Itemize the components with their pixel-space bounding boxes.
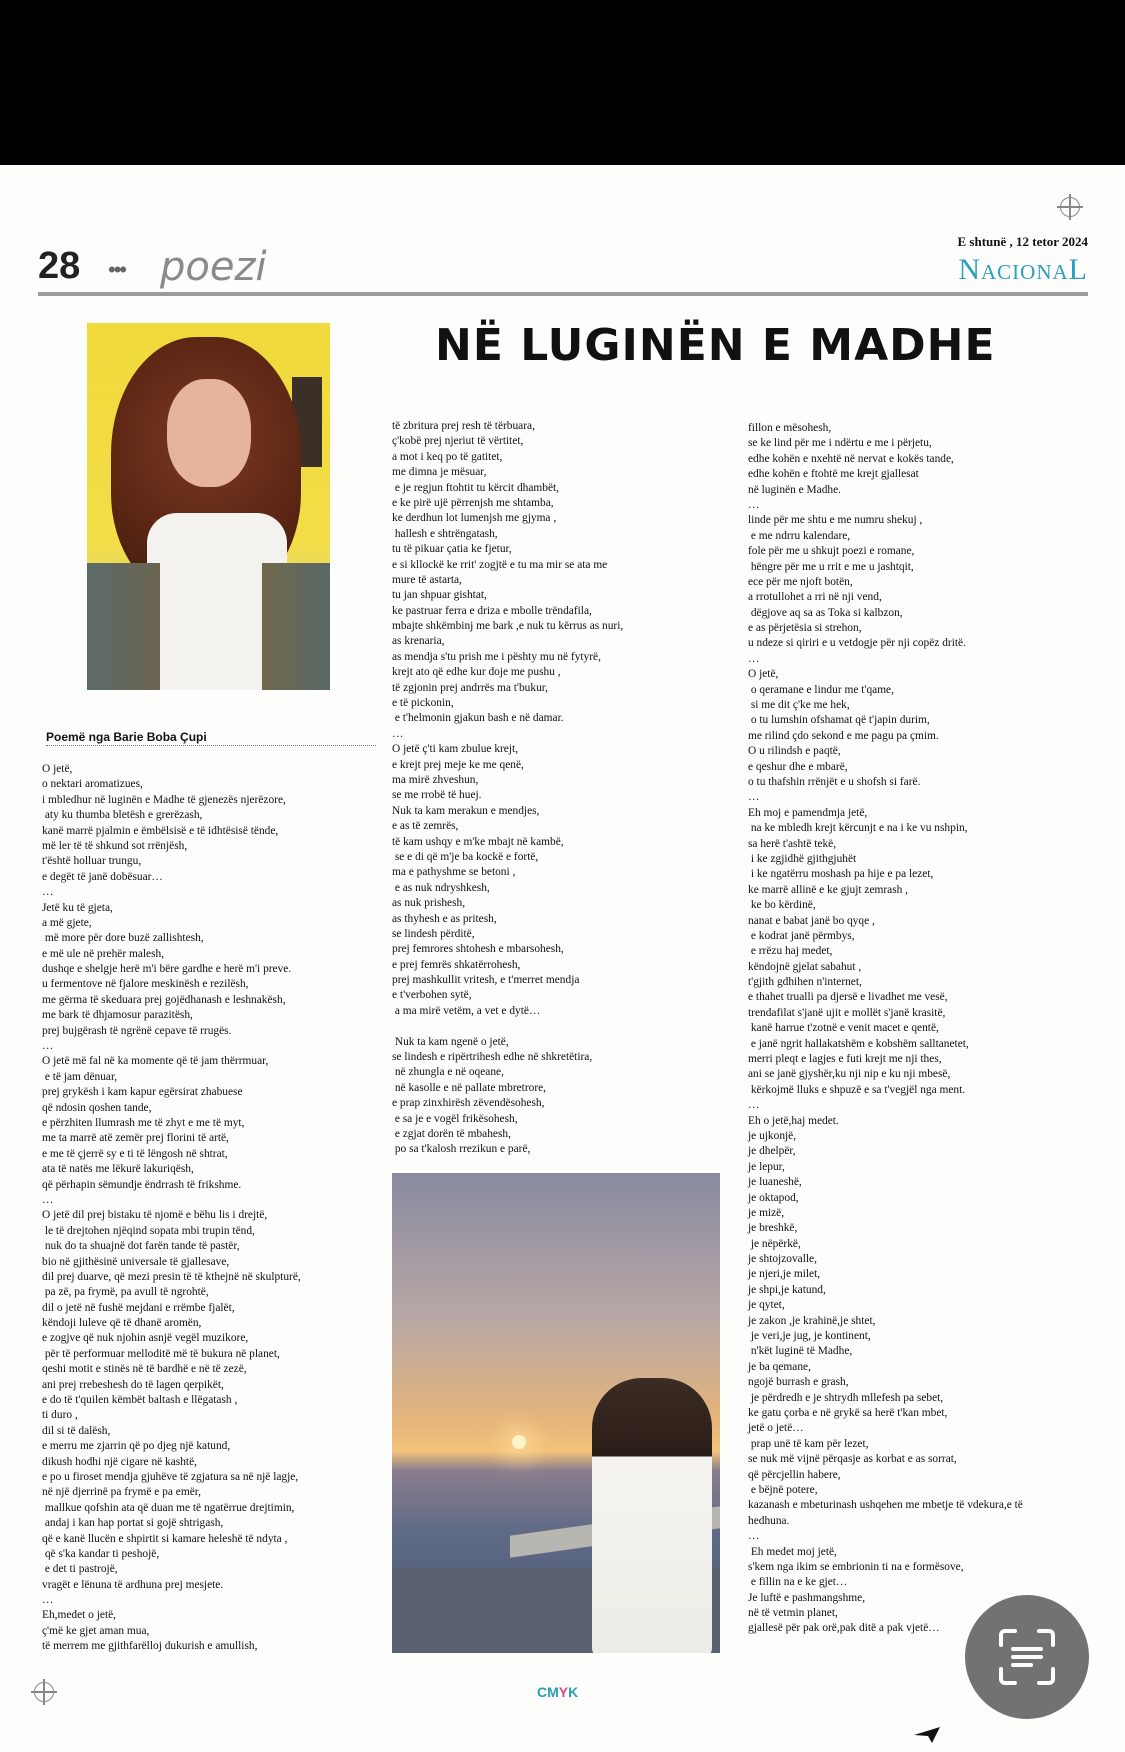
poem-line: kazanash e mbeturinash ushqehen me mbetje të vdekura,e të <box>748 1499 1023 1512</box>
poem-line: i ke ngatërru moshash pa hije e pa lezet, <box>748 868 934 881</box>
poem-line: … <box>42 1040 54 1053</box>
poem-line: se me rrobë të huej. <box>392 789 482 802</box>
poem-line: e të pickonin, <box>392 697 454 710</box>
poem-line: linde për me shtu e me numru shekuj , <box>748 514 923 527</box>
poem-line: je mizë, <box>748 1206 785 1219</box>
top-black-bar <box>0 0 1125 165</box>
poem-column-1 <box>42 762 301 1655</box>
poem-line: e sa je e vogël frikësohesh, <box>392 1112 518 1125</box>
author-photo <box>87 323 330 690</box>
registration-mark-icon <box>34 1682 54 1702</box>
poem-line: … <box>748 791 760 804</box>
publication-logo: NacionaL <box>958 253 1088 286</box>
poem-line: ç'më ke gjet aman mua, <box>42 1624 150 1637</box>
poem-line: kanë marrë pjalmin e ëmbëlsisë e të idhtësisë tënde, <box>42 824 279 837</box>
poem-line: dil prej duarve, që mezi presin të të kthejnë në skulpturë, <box>42 1270 301 1283</box>
poem-line: O u rilindsh e paqtë, <box>748 745 841 758</box>
poem-line: të zgjonin prej andrrës ma t'bukur, <box>392 681 548 694</box>
poem-line: e ke pirë ujë përrenjsh me shtamba, <box>392 496 554 509</box>
poem-line: e t'helmonin gjakun bash e në damar. <box>392 712 564 725</box>
poem-line: je shpi,je katund, <box>748 1283 826 1296</box>
poem-line: je shtojzovalle, <box>748 1253 817 1266</box>
poem-line: kanë harruе t'zotnë e venit macet e qentë, <box>748 1022 939 1035</box>
poem-line: e krejt prej meje ke me qenë, <box>392 758 524 771</box>
poem-line: më more për dore buzë zallishtesh, <box>42 932 204 945</box>
poem-line: vragët e lënuna të ardhuna prej mesjete. <box>42 1578 224 1591</box>
poem-line: t'është holluar trungu, <box>42 855 142 868</box>
poem-line: më ler të të shkund sot rrënjësh, <box>42 839 188 852</box>
poem-line: dil o jetë në fushë mejdani e rrëmbe fjalët, <box>42 1301 235 1314</box>
poem-line: n'kët luginë të Madhe, <box>748 1345 853 1358</box>
print-color-mark: CMYK <box>537 1684 579 1700</box>
poem-line: … <box>748 652 760 665</box>
poem-line: u fermentove në fjalore meskinësh e rezilësh, <box>42 978 249 991</box>
poem-line: se lindesh përditë, <box>392 927 475 940</box>
poem-line: e me të çjerrë sy e ti të lëngosh në shtrat, <box>42 1147 228 1160</box>
poem-line: se nuk më vijnë përqasje as korbat e as sorrat, <box>748 1453 957 1466</box>
poem-title: NË LUGINËN E MADHE <box>435 320 996 371</box>
poem-line: e janë ngrit hallakatshëm e kobshëm salltanetet, <box>748 1037 969 1050</box>
poem-line: që ndosin qoshen tande, <box>42 1101 152 1114</box>
poem-line: ç'kobë prej njeriut të vërtitet, <box>392 435 524 448</box>
poem-line: të merrem me gjithfarëlloj dukurish e amullish, <box>42 1640 258 1653</box>
poem-line: e më ule në prehër malesh, <box>42 947 165 960</box>
poem-line: ece për me njoft botën, <box>748 575 853 588</box>
poem-line: O jetë, <box>748 668 779 681</box>
poem-line: je lepur, <box>748 1160 785 1173</box>
poem-column-2 <box>392 419 623 1158</box>
scan-text-icon <box>997 1627 1057 1687</box>
poem-line: a ma mirë vetëm, a vet e dytë… <box>392 1004 541 1017</box>
poem-line: i ke zgjidhë gjithgjuhët <box>748 852 857 865</box>
poem-line: ma mirë zhveshun, <box>392 773 479 786</box>
poem-line: je nëpërkë, <box>748 1237 801 1250</box>
section-name: poezi <box>160 244 267 290</box>
poem-line: që s'ka kandar ti peshojë, <box>42 1547 160 1560</box>
poem-line: prej mashkullit vritesh, e t'merret mendja <box>392 974 580 987</box>
poem-line: e të jam dënuar, <box>42 1070 118 1083</box>
poem-line: e det ti pastrojë, <box>42 1563 118 1576</box>
poem-line: kërkojmë lluks e shpuzë e sa t'vegjël nga ment. <box>748 1083 966 1096</box>
poem-line: dëgjove aq sa as Toka si kalbzon, <box>748 606 903 619</box>
poem-line: ani se janë gjyshër,ku nji nip e ku nji mbesë, <box>748 1068 951 1081</box>
poem-line: ke pastruar ferra e driza e mbolle trëndafila, <box>392 604 592 617</box>
poem-line: a më gjete, <box>42 916 92 929</box>
poem-line: fole për me u shkujt poezi e romane, <box>748 545 915 558</box>
poem-line: a mot i keq po të gatitet, <box>392 450 503 463</box>
poem-line: tu jan shpuar gishtat, <box>392 589 487 602</box>
sunset-photo <box>392 1173 720 1653</box>
poem-line: Je luftë e pashmangshme, <box>748 1591 866 1604</box>
poem-line: të kam ushqy e m'ke mbajt në kambë, <box>392 835 564 848</box>
poem-line: si me dit ç'ke me hek, <box>748 699 850 712</box>
poem-line: e bëjnë potere, <box>748 1483 818 1496</box>
poem-line: aty ku thumba bletësh e grerëzash, <box>42 809 203 822</box>
poem-line: ani prej rrebeshesh do të lagen qerpikët, <box>42 1378 224 1391</box>
poem-line: nuk do ta shuajnë dot farën tande të pastër, <box>42 1240 240 1253</box>
poem-line: … <box>42 1594 54 1607</box>
poem-line: ke gatu çorba e në grykë sa herë t'kan mbet, <box>748 1407 948 1419</box>
poem-line: në kasolle e në pallate mbretrore, <box>392 1081 547 1094</box>
poem-line: krejt ato që edhe kur doje me pushu , <box>392 666 561 679</box>
poem-line: … <box>748 498 760 511</box>
poem-line: Nuk ta kam ngenë o jetë, <box>392 1035 509 1048</box>
poem-line: me gërma të skeduara prej gojëdhanash e leshnakësh, <box>42 993 286 1006</box>
poem-line: prap unë të kam për lezet, <box>748 1437 869 1450</box>
poem-line: o tu lumshin ofshamat që t'japin durim, <box>748 714 930 727</box>
poem-line: e as përjetësia si strehon, <box>748 622 862 635</box>
header-rule <box>38 292 1088 296</box>
poem-line: se ke lind për me i ndërtu e me i përjetu, <box>748 437 932 450</box>
poem-line: jetë o jetë… <box>748 1422 804 1435</box>
poem-line: prej bujgërash të ngrënë cepave të rrugës. <box>42 1024 232 1037</box>
poem-line: këndojnë gjelat sabahut , <box>748 960 862 973</box>
poem-line: mure të astarta, <box>392 573 462 586</box>
poem-line: je qytet, <box>748 1299 785 1312</box>
poem-line: e përzhiten llumrash me të zhyt e me të myt, <box>42 1116 245 1129</box>
poem-line: andaj i kan hap portat si gojë shtrigash, <box>42 1517 224 1530</box>
poem-line: t'gjith gdhihen n'internet, <box>748 976 862 989</box>
poem-column-3 <box>748 421 1023 1637</box>
poem-line: Eh medet moj jetë, <box>748 1545 837 1558</box>
poem-line: e je regjun ftohtit tu kërcit dhambët, <box>392 481 560 494</box>
poem-line: në luginën e Madhe. <box>748 483 841 496</box>
poem-line: ata të natës me lëkurë lakuriqësh, <box>42 1163 194 1176</box>
poem-line: edhe kohën e ftohtë me krejt gjallesat <box>748 468 919 481</box>
section-dots: ••• <box>108 257 126 282</box>
poem-line: e thahet trualli pa djersë e livadhet me vesë, <box>748 991 948 1004</box>
poem-line: fillon e mësohesh, <box>748 422 832 434</box>
poem-line: je njeri,je milet, <box>748 1268 821 1281</box>
poem-line: për të performuar melloditë më të bukura në planet, <box>42 1347 280 1360</box>
poem-line: Eh o jetë,haj medet. <box>748 1114 839 1127</box>
poem-line: këndoji luleve që të dhanë aromën, <box>42 1317 202 1330</box>
poem-line: e prap zinxhirësh zëvendësohesh, <box>392 1097 545 1110</box>
poem-line <box>392 1019 623 1034</box>
poem-line: e prej femrës shkatërrohesh, <box>392 958 521 971</box>
poem-line: e degët të janë dobësuar… <box>42 870 163 883</box>
poem-line: me ta marrë atë zemër prej florini të artë, <box>42 1132 229 1145</box>
poem-line: ke derdhun lot lumenjsh me gjyma , <box>392 512 557 525</box>
poem-line: se lindesh e ripërtrihesh edhe në shkretëtira, <box>392 1051 593 1064</box>
poem-line: e po u firoset mendja gjuhëve të zgjatura sa në një lagje, <box>42 1470 299 1483</box>
poem-line: s'kem nga ikim se embrionin ti na e formësove, <box>748 1560 964 1573</box>
poem-line: le të drejtohen njëqind sopata mbi trupin tënd, <box>42 1224 255 1237</box>
poem-line: dil si të dalësh, <box>42 1424 111 1437</box>
poem-line: je luaneshë, <box>748 1176 802 1189</box>
poem-line: je përdredh e je shtrydh mllefesh pa sebet, <box>748 1391 944 1404</box>
poem-line: Jetë ku të gjeta, <box>42 901 113 914</box>
poem-line: e me ndrru kalendare, <box>748 529 851 542</box>
poem-line: je dhelpër, <box>748 1145 796 1158</box>
poem-line: Eh,medet o jetë, <box>42 1609 117 1622</box>
poem-line: e as nuk ndryshkesh, <box>392 881 490 894</box>
poem-line: e merru me zjarrin që po djeg një katund, <box>42 1440 231 1453</box>
poem-line: hedhuna. <box>748 1514 790 1527</box>
poem-line: i mbledhur në luginën e Madhe të gjenezës njerëzore, <box>42 793 286 806</box>
poem-line: … <box>748 1099 760 1112</box>
poem-line: je veri,je jug, je kontinent, <box>748 1330 871 1343</box>
poem-line: e as të zemrës, <box>392 820 459 833</box>
poem-line: as krenaria, <box>392 635 445 648</box>
poem-line: e do të t'quilen këmbët baltash e llëgatash , <box>42 1394 238 1407</box>
poem-line: e t'verbohen sytë, <box>392 989 472 1002</box>
poem-line: mbajte shkëmbinj me bark ,e nuk tu kërrus as nuri, <box>392 620 624 633</box>
poem-line: e fillin na e ke gjet… <box>748 1576 848 1589</box>
poem-line: mallkue qofshin ata që duan me të ngatërrue drejtimin, <box>42 1501 295 1514</box>
poem-line: je oktapod, <box>748 1191 799 1204</box>
scan-text-button[interactable] <box>965 1595 1089 1719</box>
poem-line: … <box>392 727 404 740</box>
poem-line: që përhapin sëmundje ëndrrash të frikshme. <box>42 1178 242 1191</box>
poem-line: … <box>748 1530 760 1543</box>
poem-line: edhe kohën e nxehtë në nervat e kokës tande, <box>748 452 954 465</box>
poem-line: Nuk ta kam merakun e mendjes, <box>392 804 540 817</box>
poem-line: o tu thafshin rrënjët e u shofsh si farë. <box>748 775 921 788</box>
poem-line: prej femrores shtohesh e mbarsohesh, <box>392 943 564 956</box>
poem-line: je breshkë, <box>748 1222 798 1235</box>
poem-line: O jetë ç'ti kam zbulue krejt, <box>392 743 519 756</box>
poem-line: Eh moj e pamendmja jetë, <box>748 806 868 819</box>
poem-line: me dimna je mësuar, <box>392 466 487 479</box>
poem-line: O jetë, <box>42 763 73 775</box>
poem-line: në një djerrinë pa frymë e pa emër, <box>42 1486 201 1499</box>
poem-line: je ujkonjë, <box>748 1129 797 1142</box>
poem-line: nanat e babat janë bo qyqe , <box>748 914 875 927</box>
poem-line: trendafilat s'janë ujit e mollët s'janë krasitë, <box>748 1006 946 1019</box>
poem-line: qeshi motit e stinës në të bardhë e në të zezë, <box>42 1363 247 1376</box>
poem-line: as thyhesh e as pritesh, <box>392 912 497 925</box>
poem-line: gjallesë për pak orë,pak ditë a pak vjetë… <box>748 1622 940 1635</box>
poem-line: që përcjellin habere, <box>748 1468 841 1481</box>
poem-line: o qeramane e lindur me t'qame, <box>748 683 894 696</box>
poem-line: dushqe e shelgje herë m'i bëre gardhe e herë m'i preve. <box>42 963 292 976</box>
poem-line: e si kllockë ke rrit' zogjtë e tu ma mir se ata me <box>392 558 608 571</box>
poem-line: O jetë dil prej bistaku të njomë e bëhu lis i drejtë, <box>42 1209 268 1222</box>
poem-line: e rrëzu haj medet, <box>748 945 833 958</box>
poem-line: hallesh e shtrëngatash, <box>392 527 498 540</box>
poem-line: se e di që m'je ba kockë e fortë, <box>392 850 539 863</box>
poem-line: tu të pikuar çatia ke fjetur, <box>392 543 512 556</box>
poem-line: në të vetmin planet, <box>748 1607 838 1620</box>
poem-line: O jetë më fal në ka momente që të jam thërrmuar, <box>42 1055 269 1068</box>
poem-line: me bark të dhjamosur parazitësh, <box>42 1009 193 1022</box>
poem-line: ti duro , <box>42 1409 78 1422</box>
registration-mark-icon <box>1060 197 1080 217</box>
poem-line: e kodrat janë përmbys, <box>748 929 855 942</box>
poem-line: … <box>42 886 54 899</box>
poem-line: sa herë t'ashtë tekë, <box>748 837 837 850</box>
poem-line: a rrotullohet a rri në nji vend, <box>748 591 882 604</box>
poem-line: që e kanë llucën e shpirtit si kamare heleshë të ndyta , <box>42 1532 288 1545</box>
poem-line: as mendja s'tu prish me i pështy mu në fytyrë, <box>392 650 601 663</box>
send-arrow-icon[interactable] <box>912 1725 942 1745</box>
page-number: 28 <box>38 245 81 287</box>
poem-line: me rilind çdo sekond e me pagu pa çmim. <box>748 729 939 742</box>
poem-line: prej grykësh i kam kapur egërsirat zhabuese <box>42 1086 243 1099</box>
poem-line: në zhungla e në oqeane, <box>392 1066 504 1079</box>
issue-date: E shtunë , 12 tetor 2024 <box>957 234 1088 249</box>
poem-line: merri pleqt e lagjes e futi krejt me nji thes, <box>748 1053 942 1066</box>
poem-line: as nuk prishesh, <box>392 897 466 910</box>
poem-line: pa zë, pa frymë, pa avull të ngrohtë, <box>42 1286 209 1299</box>
poem-line: hëngre për me u rrit e me u jashtqit, <box>748 560 914 573</box>
poem-line: e qeshur dhe e mbarë, <box>748 760 848 773</box>
byline-divider <box>46 745 376 746</box>
poem-line: je zakon ,je krahinë,je shtet, <box>748 1314 876 1327</box>
poem-line: bio në gjithësinë universale të gjallesave, <box>42 1255 230 1268</box>
poem-line: je ba qemane, <box>748 1360 811 1373</box>
poem-line: ma e pathyshme se betoni , <box>392 866 516 879</box>
poem-line: po sa t'kalosh rrezikun e parë, <box>392 1143 531 1156</box>
poem-line: dikush hodhi një cigare në kashtë, <box>42 1455 197 1468</box>
poem-line: ngojë burrash e grash, <box>748 1376 849 1389</box>
byline: Poemë nga Barie Boba Çupi <box>46 730 207 744</box>
poem-line: e zogjve që nuk njohin asnjë vegël muzikore, <box>42 1332 249 1345</box>
poem-line: u ndeze si qiriri e u vetdogje për nji copëz dritë. <box>748 637 966 650</box>
poem-line: o nektari aromatizues, <box>42 778 143 791</box>
poem-line: … <box>42 1193 54 1206</box>
poem-line: e zgjat dorën të mbahesh, <box>392 1127 511 1140</box>
poem-line: të zbritura prej resh të tërbuara, <box>392 420 535 432</box>
poem-line: na ke mbledh krejt kërcunjt e na i ke vu nshpin, <box>748 822 968 835</box>
poem-line: ke bo kërdinë, <box>748 899 816 912</box>
poem-line: ke marrë allinë e ke gjujt zemrash , <box>748 883 909 896</box>
